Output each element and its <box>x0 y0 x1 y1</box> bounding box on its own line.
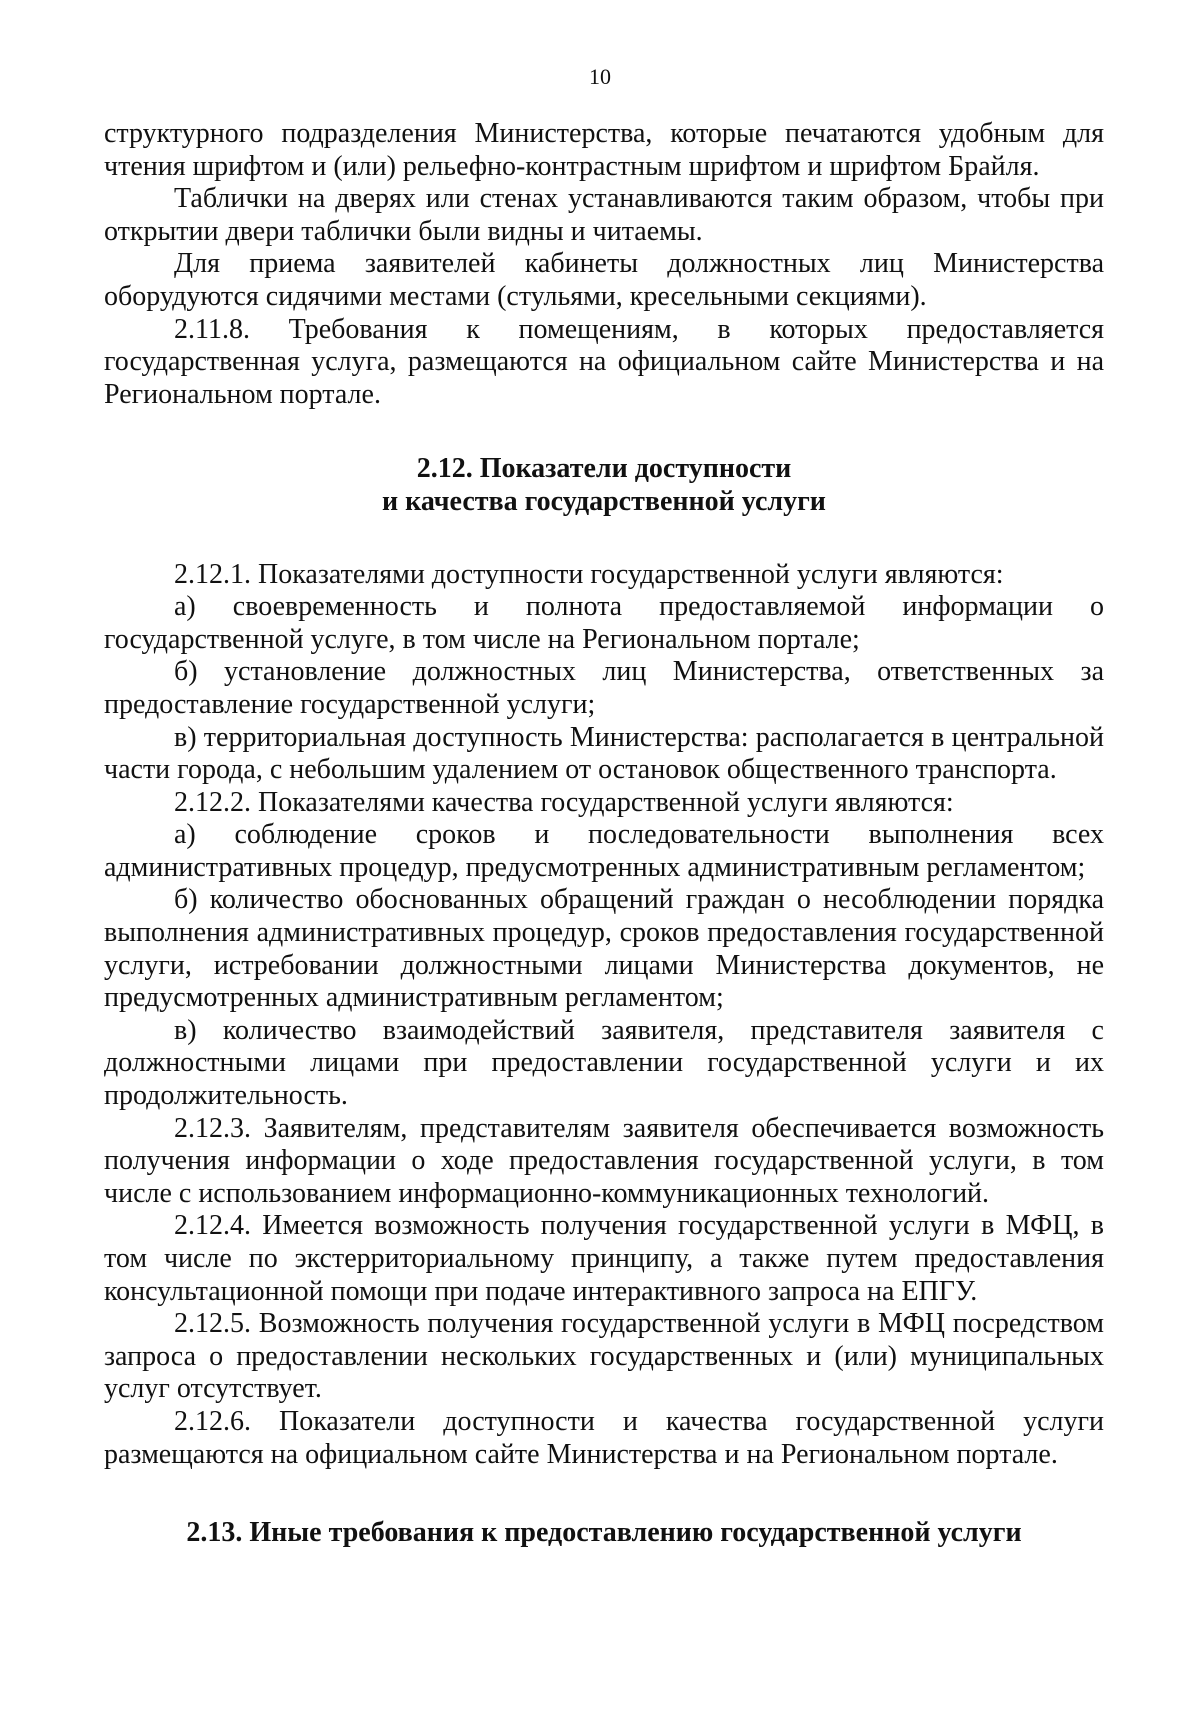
paragraph: 2.12.3. Заявителям, представителям заявителя обеспечивается возможность получения информации о ходе предоставления государственной услуги, в том числе с использованием информационно-коммуникационных технологий. <box>104 1112 1104 1209</box>
section-heading-2-12 <box>104 453 1104 518</box>
paragraph: Для приема заявителей кабинеты должностных лиц Министерства оборудуются сидячими местами (стульями, кресельными секциями). <box>104 248 1104 312</box>
paragraph: 2.12.2. Показателями качества государственной услуги являются: <box>174 786 954 818</box>
paragraph: а) соблюдение сроков и последовательности выполнения всех административных процедур, предусмотренных административным регламентом; <box>104 819 1104 883</box>
section-heading-line: и качества государственной услуги <box>382 485 826 517</box>
paragraph: б) установление должностных лиц Министерства, ответственных за предоставление государственной услуги; <box>104 656 1104 720</box>
section-heading-2-13: 2.13. Иные требования к предоставлению государственной услуги <box>186 1517 1022 1549</box>
paragraph: б) количество обоснованных обращений граждан о несоблюдении порядка выполнения административных процедур, сроков предоставления государственной услуги, истребовании должностными лицами Министерства документов, не предусмотренных административным регламентом; <box>104 884 1104 1014</box>
paragraph: 2.12.6. Показатели доступности и качества государственной услуги размещаются на официальном сайте Министерства и на Региональном портале. <box>104 1405 1104 1470</box>
paragraph: Таблички на дверях или стенах устанавливаются таким образом, чтобы при открытии двери таблички были видны и читаемы. <box>104 183 1104 247</box>
paragraph: в) количество взаимодействий заявителя, представителя заявителя с должностными лицами при предоставлении государственной услуги и их продолжительность. <box>104 1014 1104 1112</box>
paragraph: 2.12.5. Возможность получения государственной услуги в МФЦ посредством запроса о предоставлении нескольких государственных и (или) муниципальных услуг отсутствует. <box>104 1308 1104 1405</box>
section-heading-line: 2.12. Показатели доступности <box>416 453 792 485</box>
paragraph: 2.12.1. Показателями доступности государственной услуги являются: <box>174 558 1004 590</box>
paragraph: 2.11.8. Требования к помещениям, в которых предоставляется государственная услуга, размещаются на официальном сайте Министерства и на Региональном портале. <box>104 313 1104 410</box>
paragraph: в) территориальная доступность Министерства: располагается в центральной части города, с небольшим удалением от остановок общественного транспорта. <box>104 721 1104 786</box>
page-number: 10 <box>589 64 611 89</box>
paragraph: 2.12.4. Имеется возможность получения государственной услуги в МФЦ, в том числе по экстерриториальному принципу, а также путем предоставления консультационной помощи при подаче интерактивного запроса на ЕПГУ. <box>104 1210 1104 1307</box>
paragraph: структурного подразделения Министерства, которые печатаются удобным для чтения шрифтом и (или) рельефно-контрастным шрифтом и шрифтом Брайля. <box>104 118 1104 182</box>
paragraph: а) своевременность и полнота предоставляемой информации о государственной услуге, в том числе на Региональном портале; <box>104 591 1104 655</box>
document-body <box>104 118 1104 1550</box>
